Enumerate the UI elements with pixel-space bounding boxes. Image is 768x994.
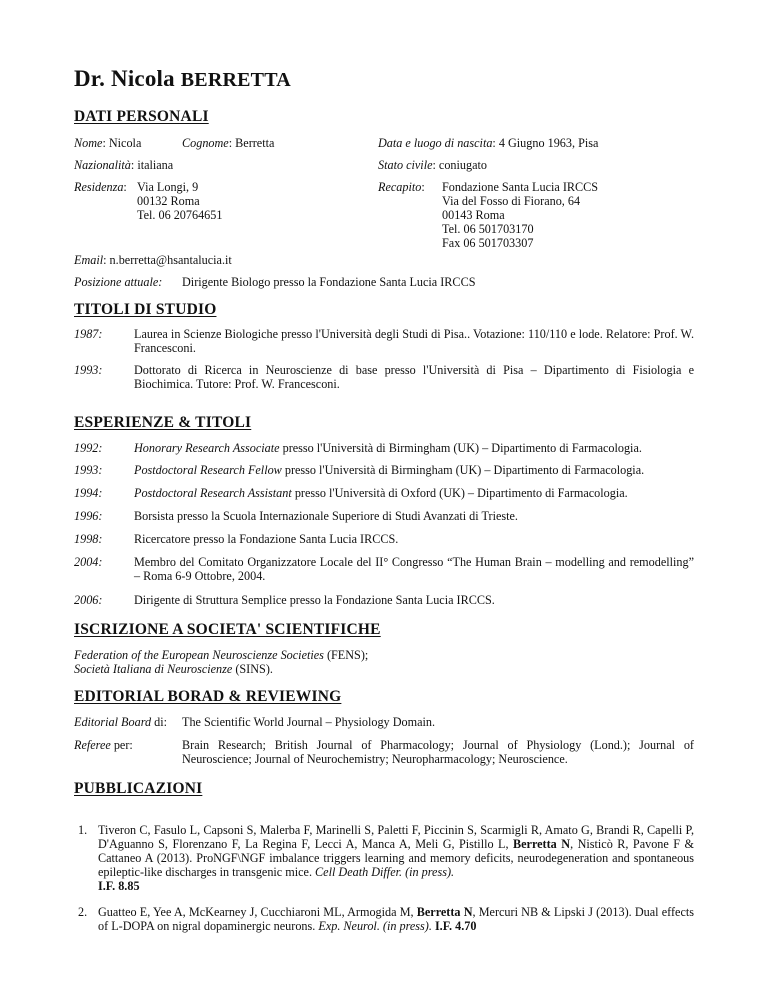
experience-year: 1992:	[74, 441, 103, 455]
publication-highlight-author: Berretta N	[416, 905, 473, 919]
experience-year: 2006:	[74, 593, 103, 607]
referee-value: Brain Research; British Journal of Pharmacology; Journal of Physiology (Lond.); Journal of Neuroscience; Journal of Neurochemistry; Neuropharmacology; Neuroscience.	[182, 738, 694, 766]
experience-role: Postdoctoral Research Fellow	[134, 463, 282, 477]
study-year: 1987:	[74, 327, 103, 341]
experience-text: Membro del Comitato Organizzatore Locale del II° Congresso “The Human Brain – modelling and remodelling” – Roma 6-9 Ottobre, 2004.	[134, 555, 694, 583]
email-value[interactable]: : n.berretta@hsantalucia.it	[103, 253, 232, 267]
residenza-label: Residenza	[74, 180, 124, 194]
experience-item	[134, 555, 694, 583]
editorial-board-value: The Scientific World Journal – Physiology Domain.	[182, 715, 436, 729]
nome-field	[74, 136, 141, 150]
experience-year: 1994:	[74, 486, 103, 500]
section-heading-publications: PUBBLICAZIONI	[74, 780, 203, 797]
experience-year: 1993:	[74, 463, 103, 477]
society-name: Federation of the European Neuroscienze Societies	[74, 648, 324, 662]
editorial-board-label	[74, 715, 167, 729]
referee-suffix: per:	[110, 738, 133, 752]
experience-text: Ricercatore presso la Fondazione Santa Lucia IRCCS.	[134, 532, 399, 546]
name-surname: BERRETTA	[180, 69, 291, 91]
publication-entry	[98, 905, 694, 933]
nazionalita-value: : italiana	[130, 158, 174, 172]
email-field	[74, 253, 232, 267]
nazionalita-label: Nazionalità	[74, 158, 131, 172]
residenza-line: Tel. 06 20764651	[137, 208, 223, 222]
study-description: Laurea in Scienze Biologiche presso l'Università degli Studi di Pisa.. Votazione: 110/110 e lode. Relatore: Prof. W. Francesconi.	[134, 327, 694, 355]
section-heading-experience: ESPERIENZE & TITOLI	[74, 414, 252, 431]
experience-year: 2004:	[74, 555, 103, 569]
nome-label: Nome	[74, 136, 103, 150]
publication-journal: Cell Death Differ. (in press).	[315, 865, 455, 879]
nome-value: : Nicola	[102, 136, 142, 150]
editorial-board-suffix: di:	[151, 715, 167, 729]
publication-authors: Tiveron C, Fasulo L, Capsoni S, Malerba F, Marinelli S, Paletti F, Piccinin S, Scarmigli R, Amato G, Brandi R, Capelli P, D'Aguanno S, Florenzano F, La Regina F, Lecci A, Manca A, Meli G, Pistillo L,	[98, 823, 694, 851]
experience-item	[134, 441, 694, 455]
name-prefix: Dr. Nicola	[74, 66, 181, 91]
publication-number: 2.	[78, 905, 88, 919]
recapito-line: Via del Fosso di Fiorano, 64	[442, 194, 581, 208]
publication-body: , Nisticò R, Pavone F & Cattaneo A (2013). ProNGF\NGF imbalance triggers learning and memory deficits, neurodegeneration and spontaneous epileptic-like discharges in transgenic mice.	[98, 837, 695, 879]
section-heading-studies: TITOLI DI STUDIO	[74, 301, 217, 318]
cognome-value: : Berretta	[228, 136, 275, 150]
recapito-address	[442, 180, 598, 250]
section-heading-editorial: EDITORIAL BORAD & REVIEWING	[74, 688, 342, 705]
cognome-field	[182, 136, 274, 150]
posizione-value: Dirigente Biologo presso la Fondazione Santa Lucia IRCCS	[182, 275, 476, 289]
residenza-line: Via Longi, 9	[137, 180, 199, 194]
stato-civile-field	[378, 158, 487, 172]
nazionalita-field	[74, 158, 173, 172]
society-item	[74, 648, 368, 662]
experience-item	[134, 486, 694, 500]
society-name: Società Italiana di Neuroscienze	[74, 662, 233, 676]
section-heading-personal: DATI PERSONALI	[74, 108, 209, 125]
experience-year: 1996:	[74, 509, 103, 523]
cognome-label: Cognome	[182, 136, 229, 150]
stato-civile-label: Stato civile	[378, 158, 433, 172]
editorial-board-label-text: Editorial Board	[74, 715, 152, 729]
nascita-value: : 4 Giugno 1963, Pisa	[492, 136, 599, 150]
nascita-field	[378, 136, 598, 150]
study-year: 1993:	[74, 363, 103, 377]
publication-impact-factor: I.F. 4.70	[434, 919, 477, 933]
page-title	[74, 66, 291, 92]
experience-year: 1998:	[74, 532, 103, 546]
experience-item	[134, 463, 694, 477]
society-abbr: (FENS);	[323, 648, 369, 662]
email-label: Email	[74, 253, 104, 267]
experience-item	[134, 593, 694, 607]
section-heading-societies: ISCRIZIONE A SOCIETA' SCIENTIFICHE	[74, 621, 381, 638]
experience-text: presso l'Università di Birmingham (UK) – Dipartimento di Farmacologia.	[279, 441, 642, 455]
experience-text: Borsista presso la Scuola Internazionale Superiore di Studi Avanzati di Trieste.	[134, 509, 518, 523]
publication-number: 1.	[78, 823, 88, 837]
publication-highlight-author: Berretta N	[513, 837, 571, 851]
society-abbr: (SINS).	[232, 662, 273, 676]
stato-civile-value: : coniugato	[432, 158, 487, 172]
recapito-line: Tel. 06 501703170	[442, 222, 534, 236]
recapito-line: Fondazione Santa Lucia IRCCS	[442, 180, 599, 194]
experience-role: Honorary Research Associate	[134, 441, 280, 455]
residenza-line: 00132 Roma	[137, 194, 200, 208]
publication-entry	[98, 823, 694, 893]
society-item	[74, 662, 273, 676]
nascita-label: Data e luogo di nascita	[378, 136, 493, 150]
publication-journal: Exp. Neurol. (in press).	[318, 919, 432, 933]
experience-text: presso l'Università di Birmingham (UK) – Dipartimento di Farmacologia.	[281, 463, 645, 477]
recapito-line: 00143 Roma	[442, 208, 505, 222]
referee-label	[74, 738, 133, 752]
experience-item	[134, 532, 694, 546]
recapito-label: Recapito	[378, 180, 422, 194]
referee-label-text: Referee	[74, 738, 111, 752]
posizione-label: Posizione attuale:	[74, 275, 163, 289]
recapito-line: Fax 06 501703307	[442, 236, 534, 250]
publication-impact-factor: I.F. 8.85	[98, 879, 140, 893]
experience-text: presso l'Università di Oxford (UK) – Dipartimento di Farmacologia.	[291, 486, 628, 500]
publication-body: , Mercuri NB & Lipski J (2013). Dual effects of L-DOPA on nigral dopaminergic neurons.	[98, 905, 694, 933]
residenza-address	[137, 180, 222, 222]
experience-item	[134, 509, 694, 523]
experience-role: Postdoctoral Research Assistant	[134, 486, 292, 500]
study-description: Dottorato di Ricerca in Neuroscienze di base presso l'Università di Pisa – Dipartimento di Fisiologia e Biochimica. Tutore: Prof. W. Francesconi.	[134, 363, 694, 391]
recapito-label-wrap: Recapito:	[378, 180, 425, 194]
experience-text: Dirigente di Struttura Semplice presso la Fondazione Santa Lucia IRCCS.	[134, 593, 495, 607]
residenza-label-wrap: Residenza:	[74, 180, 127, 194]
publication-authors: Guatteo E, Yee A, McKearney J, Cucchiaroni ML, Armogida M,	[98, 905, 417, 919]
